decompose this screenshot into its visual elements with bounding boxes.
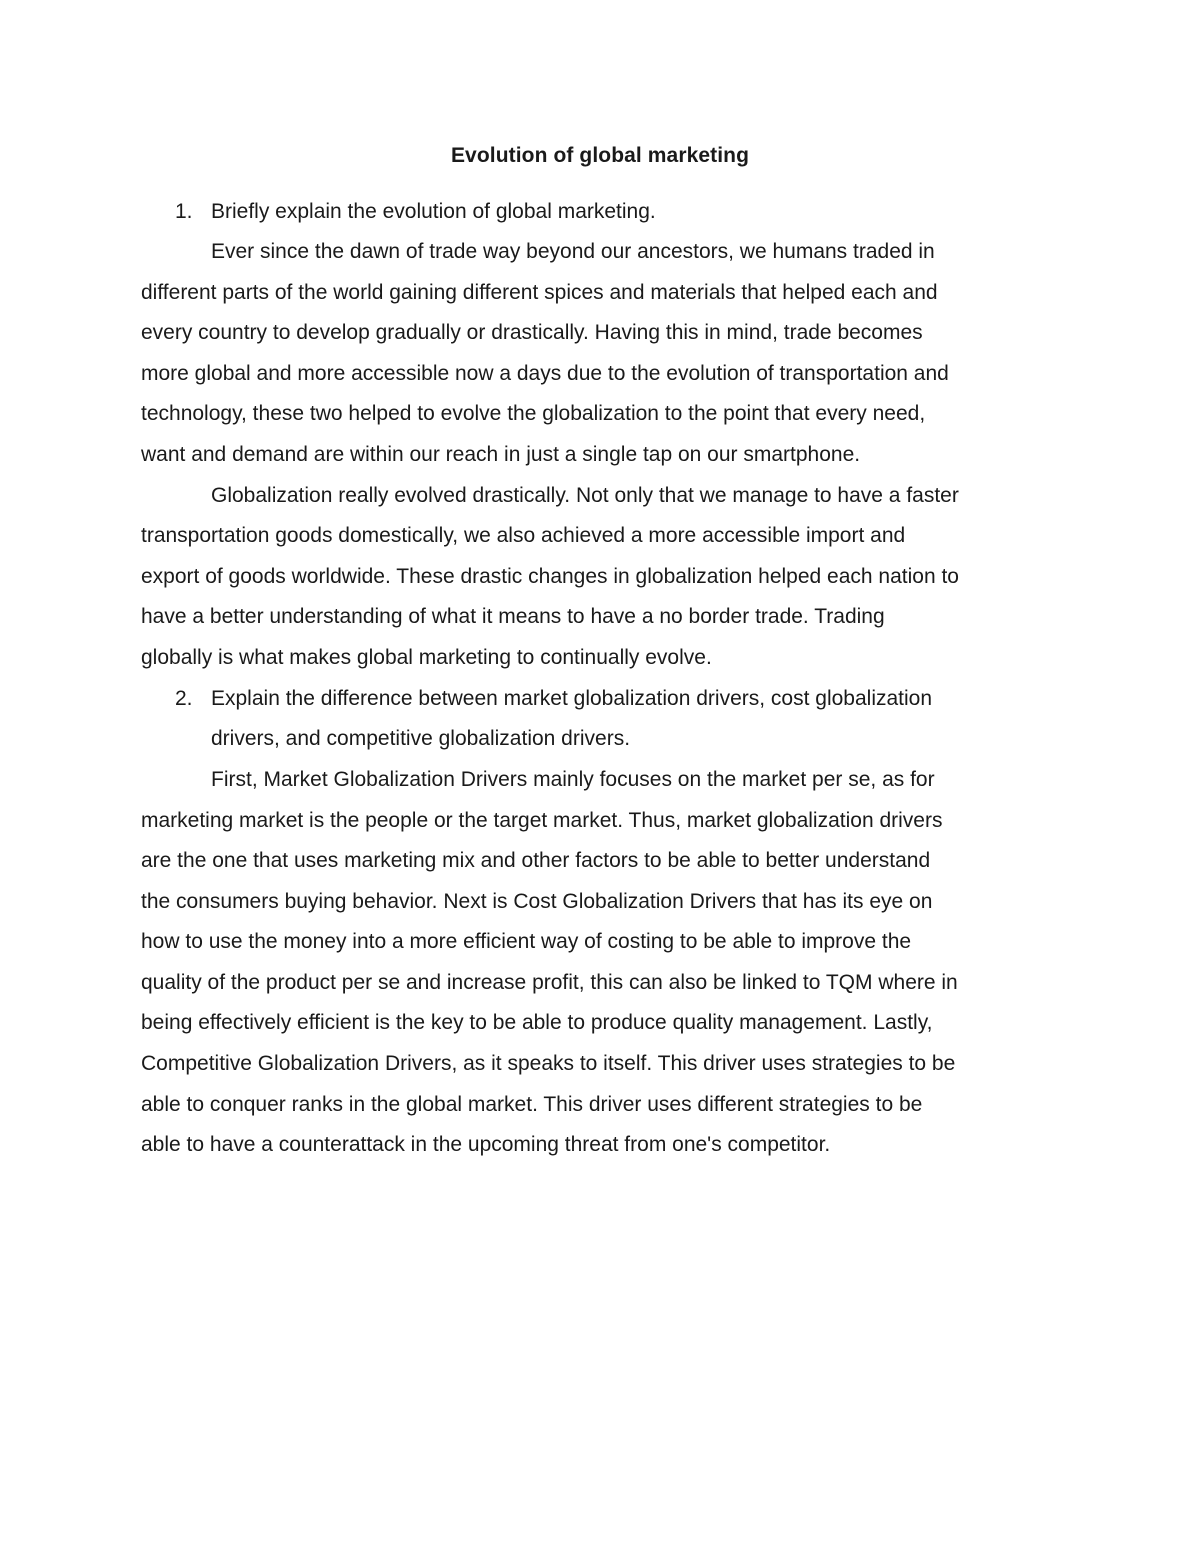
q2-p1-line: are the one that uses marketing mix and other factors to be able to better understand: [141, 849, 931, 872]
q2-p1-line: Competitive Globalization Drivers, as it speaks to itself. This driver uses strategies to be: [141, 1052, 956, 1075]
q1-p2-line: transportation goods domestically, we also achieved a more accessible import and: [141, 524, 906, 547]
q1-p1-line: every country to develop gradually or drastically. Having this in mind, trade becomes: [141, 321, 923, 344]
q1-p1-line: more global and more accessible now a days due to the evolution of transportation and: [141, 362, 949, 385]
q2-p1-line: able to conquer ranks in the global market. This driver uses different strategies to be: [141, 1093, 923, 1116]
q2-question-line: drivers, and competitive globalization drivers.: [211, 727, 631, 750]
q2-p1-line: marketing market is the people or the target market. Thus, market globalization drivers: [141, 809, 943, 832]
q2-p1-line: the consumers buying behavior. Next is Cost Globalization Drivers that has its eye on: [141, 890, 933, 913]
q1-p2-line: export of goods worldwide. These drastic changes in globalization helped each nation to: [141, 565, 959, 588]
q1-p1-line: technology, these two helped to evolve the globalization to the point that every need,: [141, 402, 926, 425]
q2-p1-line: First, Market Globalization Drivers mainly focuses on the market per se, as for: [211, 768, 935, 791]
q1-p2-line: globally is what makes global marketing to continually evolve.: [141, 646, 712, 669]
q1-p1-line: want and demand are within our reach in just a single tap on our smartphone.: [141, 443, 861, 466]
q1-p1-line: Ever since the dawn of trade way beyond our ancestors, we humans traded in: [211, 240, 935, 263]
document-title: Evolution of global marketing: [450, 144, 750, 167]
q2-number: 2.: [175, 687, 193, 710]
q1-number: 1.: [175, 200, 193, 223]
q1-p2-line: have a better understanding of what it means to have a no border trade. Trading: [141, 605, 885, 628]
q2-p1-line: able to have a counterattack in the upcoming threat from one's competitor.: [141, 1133, 831, 1156]
q1-p2-line: Globalization really evolved drastically. Not only that we manage to have a faster: [211, 484, 959, 507]
q1-question: Briefly explain the evolution of global marketing.: [211, 200, 656, 223]
q2-question-line: Explain the difference between market globalization drivers, cost globalization: [211, 687, 933, 710]
q1-p1-line: different parts of the world gaining different spices and materials that helped each and: [141, 281, 938, 304]
q2-p1-line: quality of the product per se and increase profit, this can also be linked to TQM where in: [141, 971, 958, 994]
q2-p1-line: how to use the money into a more efficient way of costing to be able to improve the: [141, 930, 912, 953]
q2-p1-line: being effectively efficient is the key to be able to produce quality management. Lastly,: [141, 1011, 933, 1034]
